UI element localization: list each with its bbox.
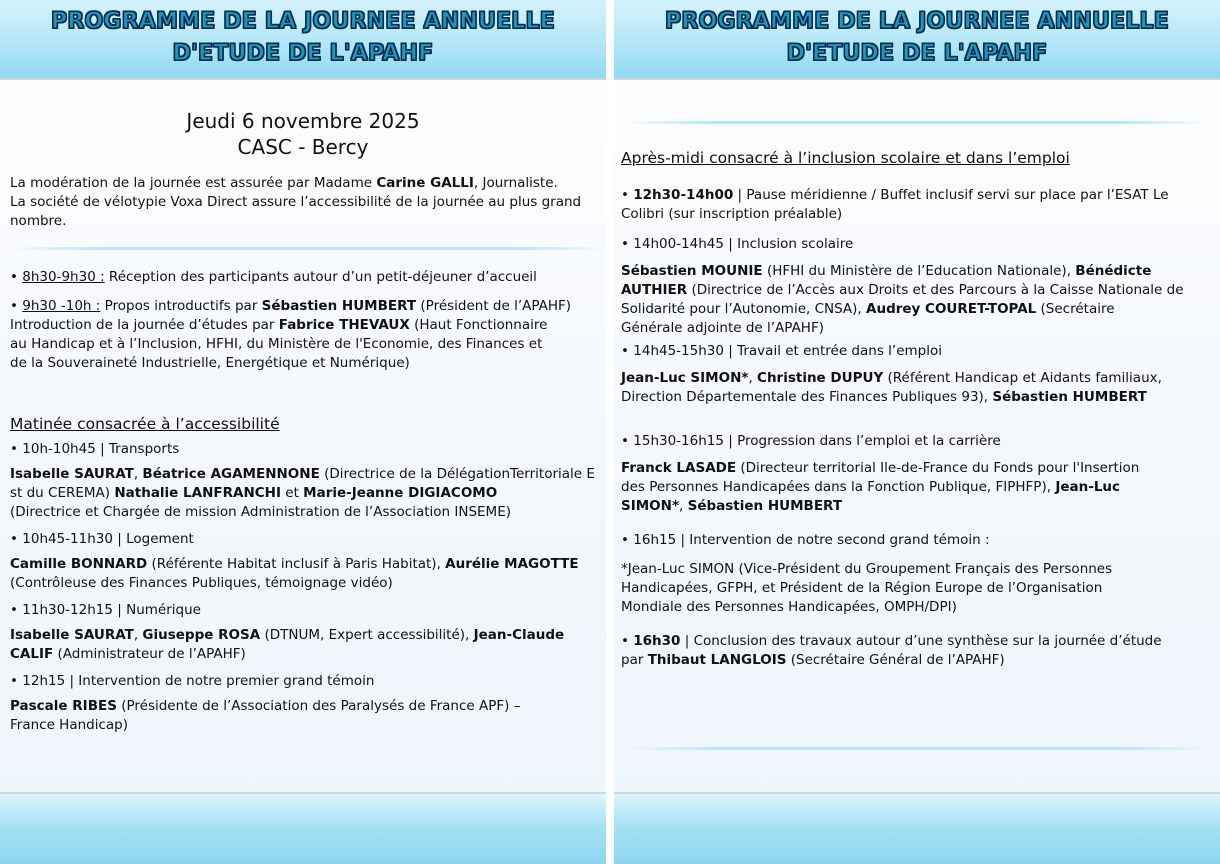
footer-band [0, 794, 606, 864]
section-divider [628, 747, 1210, 750]
morning-section: Matinée consacrée à l’accessibilité • 10h-10h45 | Transports Isabelle SAURAT, Béatrice AGAMENNONE (Directrice de la DélégationTerritoriale E st du CEREMA) Nathalie LANFRANCHI et Marie-Jeanne DIGIACOMO (Directrice et Chargée de mission Administration de l’Association INSEME) • 10h45-11h30 | Logement Camille BONNARD (Référente Habitat inclusif à Paris Habitat), Aurélie MAGOTTE (Contrôleuse des Finances Publiques, témoignage vidéo) • 11h30-12h15 | Numérique Isabelle SAURAT, Giuseppe ROSA (DTNUM, Expert accessibilité), Jean-Claude CALIF (Administrateur de l’APAHF) • 12h15 | Intervention de notre premier grand témoin Pascale RIBES (Présidente de l’Association des Paralysés de France APF) – France Handicap) [10, 414, 604, 735]
intro-block: La modération de la journée est assurée par Madame Carine GALLI, Journaliste. La société de vélotypie Voxa Direct assure l’accessibilité de la journée au plus grand nombre. [10, 175, 582, 229]
list-item: • 14h00-14h45 | Inclusion scolaire [621, 235, 1215, 254]
afternoon-section: Après-midi consacré à l’inclusion scolaire et dans l’emploi • 12h30-14h00 | Pause méridienne / Buffet inclusif servi sur place par l’ESAT Le Colibri (sur inscription préalable) • 14h00-14h45 | Inclusion scolaire Sébastien MOUNIE (HFHI du Ministère de l’Education Nationale), Bénédicte AUTHIER (Directrice de l’Accès aux Droits et des Parcours à la Caisse Nationale de Solidarité pour l’Autonomie, CNSA), Audrey COURET-TOPAL (Secrétaire Générale adjointe de l’APAHF) • 14h45-15h30 | Travail et entrée dans l’emploi Jean-Luc SIMON*, Christine DUPUY (Référent Handicap et Aidants familiaux, Direction Départementale des Finances Publiques 93), Sébastien HUMBERT • 15h30-16h15 | Progression dans l’emploi et la carrière Franck LASADE (Directeur territorial Ile-de-France du Fonds pour l'Insertion des Personnes Handicapées dans la Fonction Publique, FIPHFP), Jean-Luc SIMON*, Sébastien HUMBERT • 16h15 | Intervention de notre second grand témoin : *Jean-Luc SIMON (Vice-Président du Groupement Français des Personnes Handicapées, GFPH, et Président de la Région Europe de l’Organisation Mondiale des Personnes Handicapées, OMPH/DPI) • 16h30 | Conclusion des travaux autour d’une synthèse sur la journée d’étude par Thibaut LANGLOIS (Secrétaire Général de l’APAHF) [621, 148, 1215, 670]
right-page [614, 0, 1220, 864]
list-item: • 8h30-9h30 : Réception des participants autour d’un petit-déjeuner d’accueil [10, 268, 604, 287]
header-title-line1: PROGRAMME DE LA JOURNEE ANNUELLE [51, 9, 555, 34]
header-title-line1: PROGRAMME DE LA JOURNEE ANNUELLE [665, 9, 1169, 34]
event-date: Jeudi 6 novembre 2025 [186, 109, 420, 133]
header-separator [0, 78, 606, 80]
list-item: • 14h45-15h30 | Travail et entrée dans l’emploi [621, 342, 1215, 361]
list-item: • 9h30 -10h : Propos introductifs par Sébastien HUMBERT (Président de l’APAHF) [10, 297, 604, 316]
list-item: • 16h30 | Conclusion des travaux autour d’une synthèse sur la journée d’étude [621, 632, 1215, 651]
header-title-line2: D'ETUDE DE L'APAHF [172, 41, 434, 66]
list-item: • 16h15 | Intervention de notre second grand témoin : [621, 531, 1215, 550]
header-title [614, 6, 1220, 70]
list-item: • 10h45-11h30 | Logement [10, 530, 604, 549]
event-place: CASC - Bercy [237, 135, 369, 159]
moderator-name: Carine GALLI [376, 175, 474, 191]
section-title-afternoon: Après-midi consacré à l’inclusion scolaire et dans l’emploi [621, 149, 1070, 167]
section-title-morning: Matinée consacrée à l’accessibilité [10, 415, 280, 433]
list-item: • 11h30-12h15 | Numérique [10, 601, 604, 620]
header-title [0, 6, 606, 70]
list-item: • 15h30-16h15 | Progression dans l’emploi et la carrière [621, 432, 1215, 451]
header-title-line2: D'ETUDE DE L'APAHF [786, 41, 1048, 66]
event-info [0, 108, 606, 160]
footer-band [614, 794, 1220, 864]
left-page [0, 0, 606, 864]
header-separator [614, 78, 1220, 80]
section-divider [10, 247, 606, 250]
list-item: • 12h15 | Intervention de notre premier grand témoin [10, 672, 604, 691]
section-divider [624, 121, 1210, 124]
list-item: • 12h30-14h00 | Pause méridienne / Buffet inclusif servi sur place par l’ESAT Le [621, 186, 1215, 205]
list-item: • 10h-10h45 | Transports [10, 440, 604, 459]
opening-items: • 8h30-9h30 : Réception des participants autour d’un petit-déjeuner d’accueil • 9h30 -10h : Propos introductifs par Sébastien HUMBERT (Président de l’APAHF) Introduction de la journée d’études par Fabrice THEVAUX (Haut Fonctionnaire au Handicap et à l’Inclusion, HFHI, du Ministère de l'Economie, des Finances et de la Souveraineté Industrielle, Energétique et Numérique) [10, 268, 604, 373]
